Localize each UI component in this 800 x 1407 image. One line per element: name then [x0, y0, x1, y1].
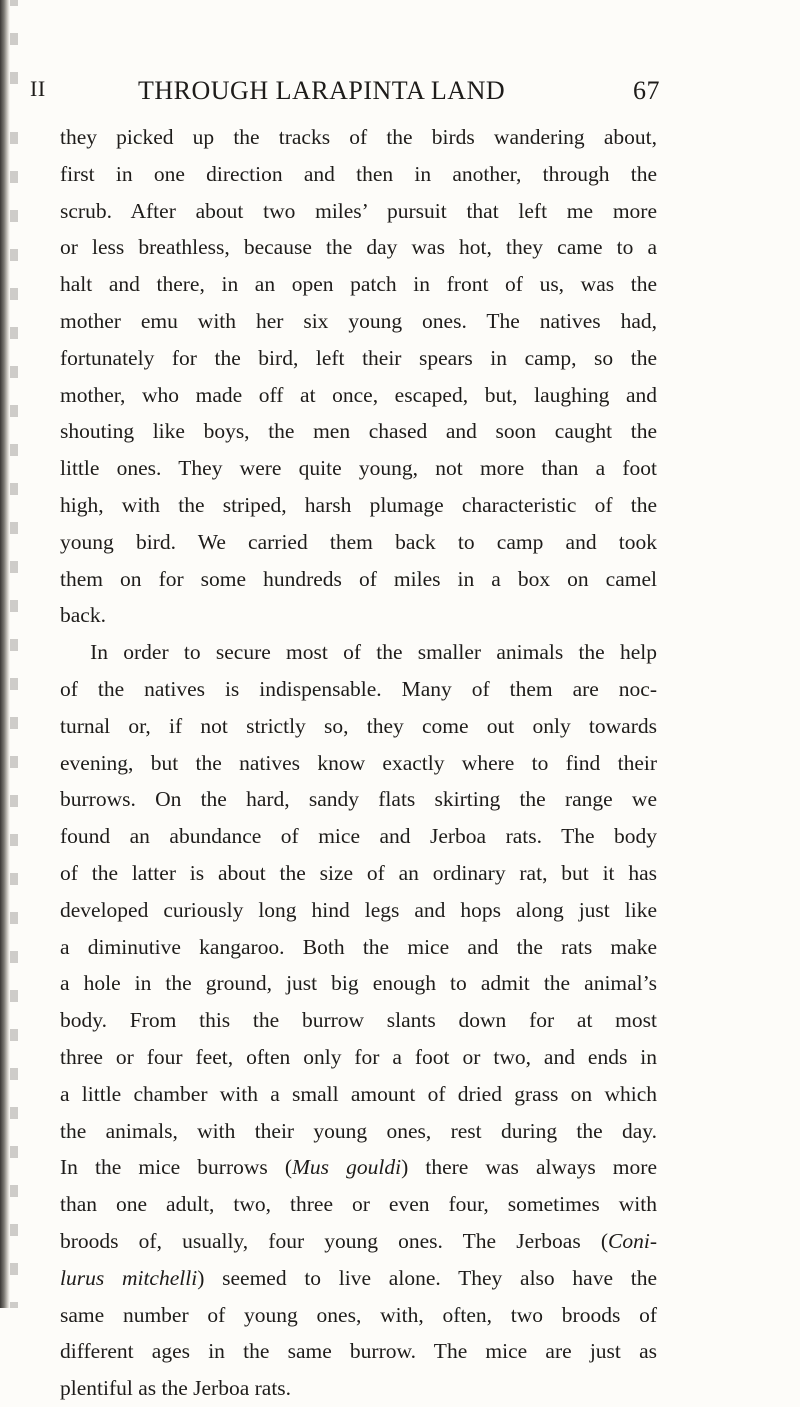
text-line: burrows. On the hard, sandy flats skirting the range we [60, 787, 657, 812]
page-number: 67 [633, 76, 660, 105]
text-line: first in one direction and then in another, through the [60, 161, 657, 186]
text-fragment: broods of, usually, four young ones. The Jerboas ( [60, 1228, 609, 1253]
species-name-mus-gouldi: Mus gouldi [292, 1155, 402, 1180]
text-line: a diminutive kangaroo. Both the mice and the rats make [60, 934, 657, 959]
text-line: same number of young ones, with, often, two broods of [60, 1302, 657, 1327]
text-line: scrub. After about two miles’ pursuit that left me more [60, 198, 657, 223]
text-line: fortunately for the bird, left their spears in camp, so the [60, 345, 657, 370]
text-line: a hole in the ground, just big enough to admit the animal’s [60, 971, 657, 996]
text-line: of the latter is about the size of an ordinary rat, but it has [60, 860, 657, 885]
text-line: than one adult, two, three or even four, sometimes with [60, 1192, 657, 1217]
species-name-conilurus-part2: lurus mitchelli [60, 1265, 198, 1290]
text-line-species-lurus [60, 1260, 657, 1297]
page-header [30, 76, 660, 110]
text-line-species-coni [60, 1223, 657, 1260]
chapter-number: II [30, 76, 46, 101]
species-name-conilurus-part1: Coni- [608, 1228, 657, 1253]
text-line: turnal or, if not strictly so, they come out only towards [60, 713, 657, 738]
text-line-species-mus [60, 1149, 657, 1186]
paragraph-end-line: plentiful as the Jerboa rats. [60, 1376, 292, 1401]
paragraph-end-line: back. [60, 603, 106, 628]
text-line: high, with the striped, harsh plumage characteristic of the [60, 492, 657, 517]
text-fragment: ) there was always more [401, 1155, 657, 1180]
text-line: a little chamber with a small amount of dried grass on which [60, 1081, 657, 1106]
text-line: different ages in the same burrow. The mice are just as [60, 1339, 657, 1364]
paragraph-start-line: In order to secure most of the smaller animals the help [90, 640, 657, 665]
text-line: found an abundance of mice and Jerboa rats. The body [60, 824, 657, 849]
binding-edge [0, 0, 10, 1308]
text-line: of the natives is indispensable. Many of them are noc- [60, 676, 657, 701]
text-line: they picked up the tracks of the birds wandering about, [60, 125, 657, 149]
text-line: or less breathless, because the day was hot, they came to a [60, 235, 657, 260]
text-line: halt and there, in an open patch in front of us, was the [60, 272, 657, 297]
text-line: mother, who made off at once, escaped, but, laughing and [60, 382, 657, 407]
text-line: young bird. We carried them back to camp and took [60, 529, 657, 554]
show-through-margin [10, 0, 18, 1308]
text-line: shouting like boys, the men chased and soon caught the [60, 419, 657, 444]
text-line: them on for some hundreds of miles in a box on camel [60, 566, 657, 591]
text-line: body. From this the burrow slants down for at most [60, 1008, 657, 1033]
text-line: little ones. They were quite young, not more than a foot [60, 456, 657, 481]
running-title: THROUGH LARAPINTA LAND [138, 76, 506, 105]
text-line: the animals, with their young ones, rest during the day. [60, 1118, 657, 1143]
text-line: evening, but the natives know exactly where to find their [60, 750, 657, 775]
text-fragment: In the mice burrows ( [60, 1155, 293, 1180]
text-line: three or four feet, often only for a foot or two, and ends in [60, 1044, 657, 1069]
body-text [60, 119, 657, 1407]
text-line: mother emu with her six young ones. The natives had, [60, 308, 657, 333]
text-line: developed curiously long hind legs and hops along just like [60, 897, 657, 922]
text-fragment: ) seemed to live alone. They also have the [197, 1265, 658, 1290]
